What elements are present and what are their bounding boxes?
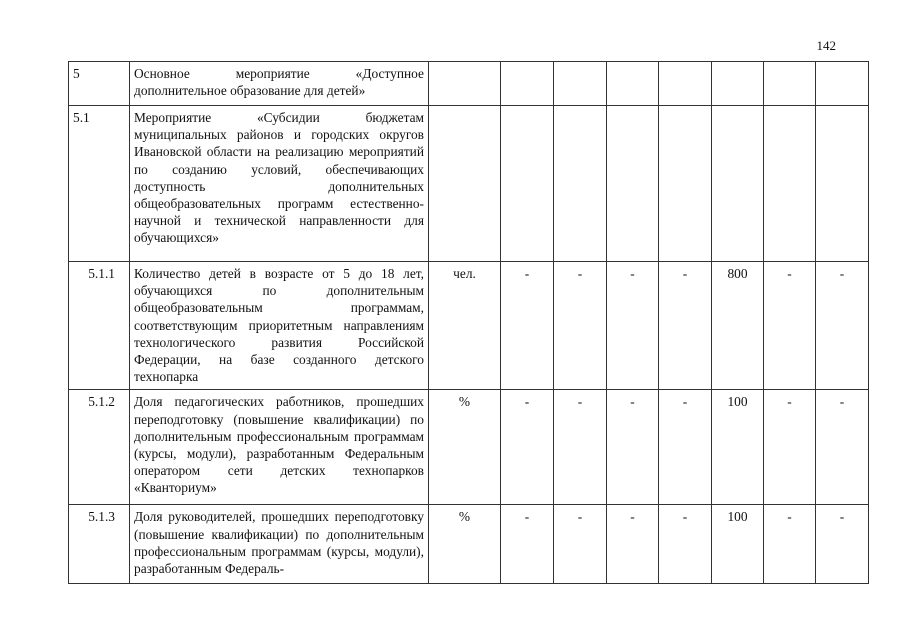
row-value-4 — [659, 62, 712, 106]
row-value-1: - — [501, 390, 554, 505]
row-value-5 — [712, 106, 764, 262]
table-row — [69, 106, 869, 262]
row-value-7: - — [816, 390, 869, 505]
row-value-1 — [501, 62, 554, 106]
row-value-6 — [764, 106, 816, 262]
row-value-2: - — [554, 262, 607, 390]
row-number: 5.1.1 — [69, 262, 130, 390]
indicators-table — [68, 61, 869, 584]
row-value-2 — [554, 62, 607, 106]
row-description: Количество детей в возрасте от 5 до 18 лет, обучающихся по дополнительным общеобразовательным программам, соответствующим приоритетным направлениям технологического развития Российской Федерации, на базе созданного детского технопарка — [130, 262, 429, 390]
row-number: 5 — [69, 62, 130, 106]
row-description: Доля педагогических работников, прошедших переподготовку (повышение квалификации) по дополнительным профессиональным программам (курсы, модули), разработанным Федеральным оператором сети детских технопарков «Кванториум» — [130, 390, 429, 505]
row-description: Мероприятие «Субсидии бюджетам муниципальных районов и городских округов Ивановской области на реализацию мероприятий по созданию условий, обеспечивающих доступность дополнительных общеобразовательных программ естественно-научной и технической направленности для обучающихся» — [130, 106, 429, 262]
table-row — [69, 262, 869, 390]
row-value-2: - — [554, 505, 607, 584]
row-unit — [429, 62, 501, 106]
row-number: 5.1 — [69, 106, 130, 262]
row-value-2: - — [554, 390, 607, 505]
row-unit: чел. — [429, 262, 501, 390]
row-value-6 — [764, 62, 816, 106]
row-value-1: - — [501, 505, 554, 584]
page-number: 142 — [816, 38, 836, 53]
table-row — [69, 505, 869, 584]
row-number: 5.1.2 — [69, 390, 130, 505]
row-unit: % — [429, 505, 501, 584]
row-value-4: - — [659, 262, 712, 390]
row-value-2 — [554, 106, 607, 262]
row-value-7: - — [816, 262, 869, 390]
row-value-6: - — [764, 262, 816, 390]
row-value-3 — [607, 62, 659, 106]
row-value-4: - — [659, 505, 712, 584]
row-value-1 — [501, 106, 554, 262]
row-value-6: - — [764, 390, 816, 505]
row-unit: % — [429, 390, 501, 505]
row-number: 5.1.3 — [69, 505, 130, 584]
row-value-7 — [816, 106, 869, 262]
row-description: Основное мероприятие «Доступное дополнительное образование для детей» — [130, 62, 429, 106]
row-value-5: 100 — [712, 390, 764, 505]
row-unit — [429, 106, 501, 262]
row-value-7: - — [816, 505, 869, 584]
row-value-7 — [816, 62, 869, 106]
row-value-3 — [607, 106, 659, 262]
row-value-4 — [659, 106, 712, 262]
row-value-5 — [712, 62, 764, 106]
row-value-1: - — [501, 262, 554, 390]
table-row — [69, 62, 869, 106]
row-value-5: 100 — [712, 505, 764, 584]
row-value-5: 800 — [712, 262, 764, 390]
row-value-3: - — [607, 390, 659, 505]
table-row — [69, 390, 869, 505]
row-value-6: - — [764, 505, 816, 584]
row-value-3: - — [607, 505, 659, 584]
row-description: Доля руководителей, прошедших переподготовку (повышение квалификации) по дополнительным профессиональным программам (курсы, модули), разработанным Федераль- — [130, 505, 429, 584]
row-value-4: - — [659, 390, 712, 505]
row-value-3: - — [607, 262, 659, 390]
